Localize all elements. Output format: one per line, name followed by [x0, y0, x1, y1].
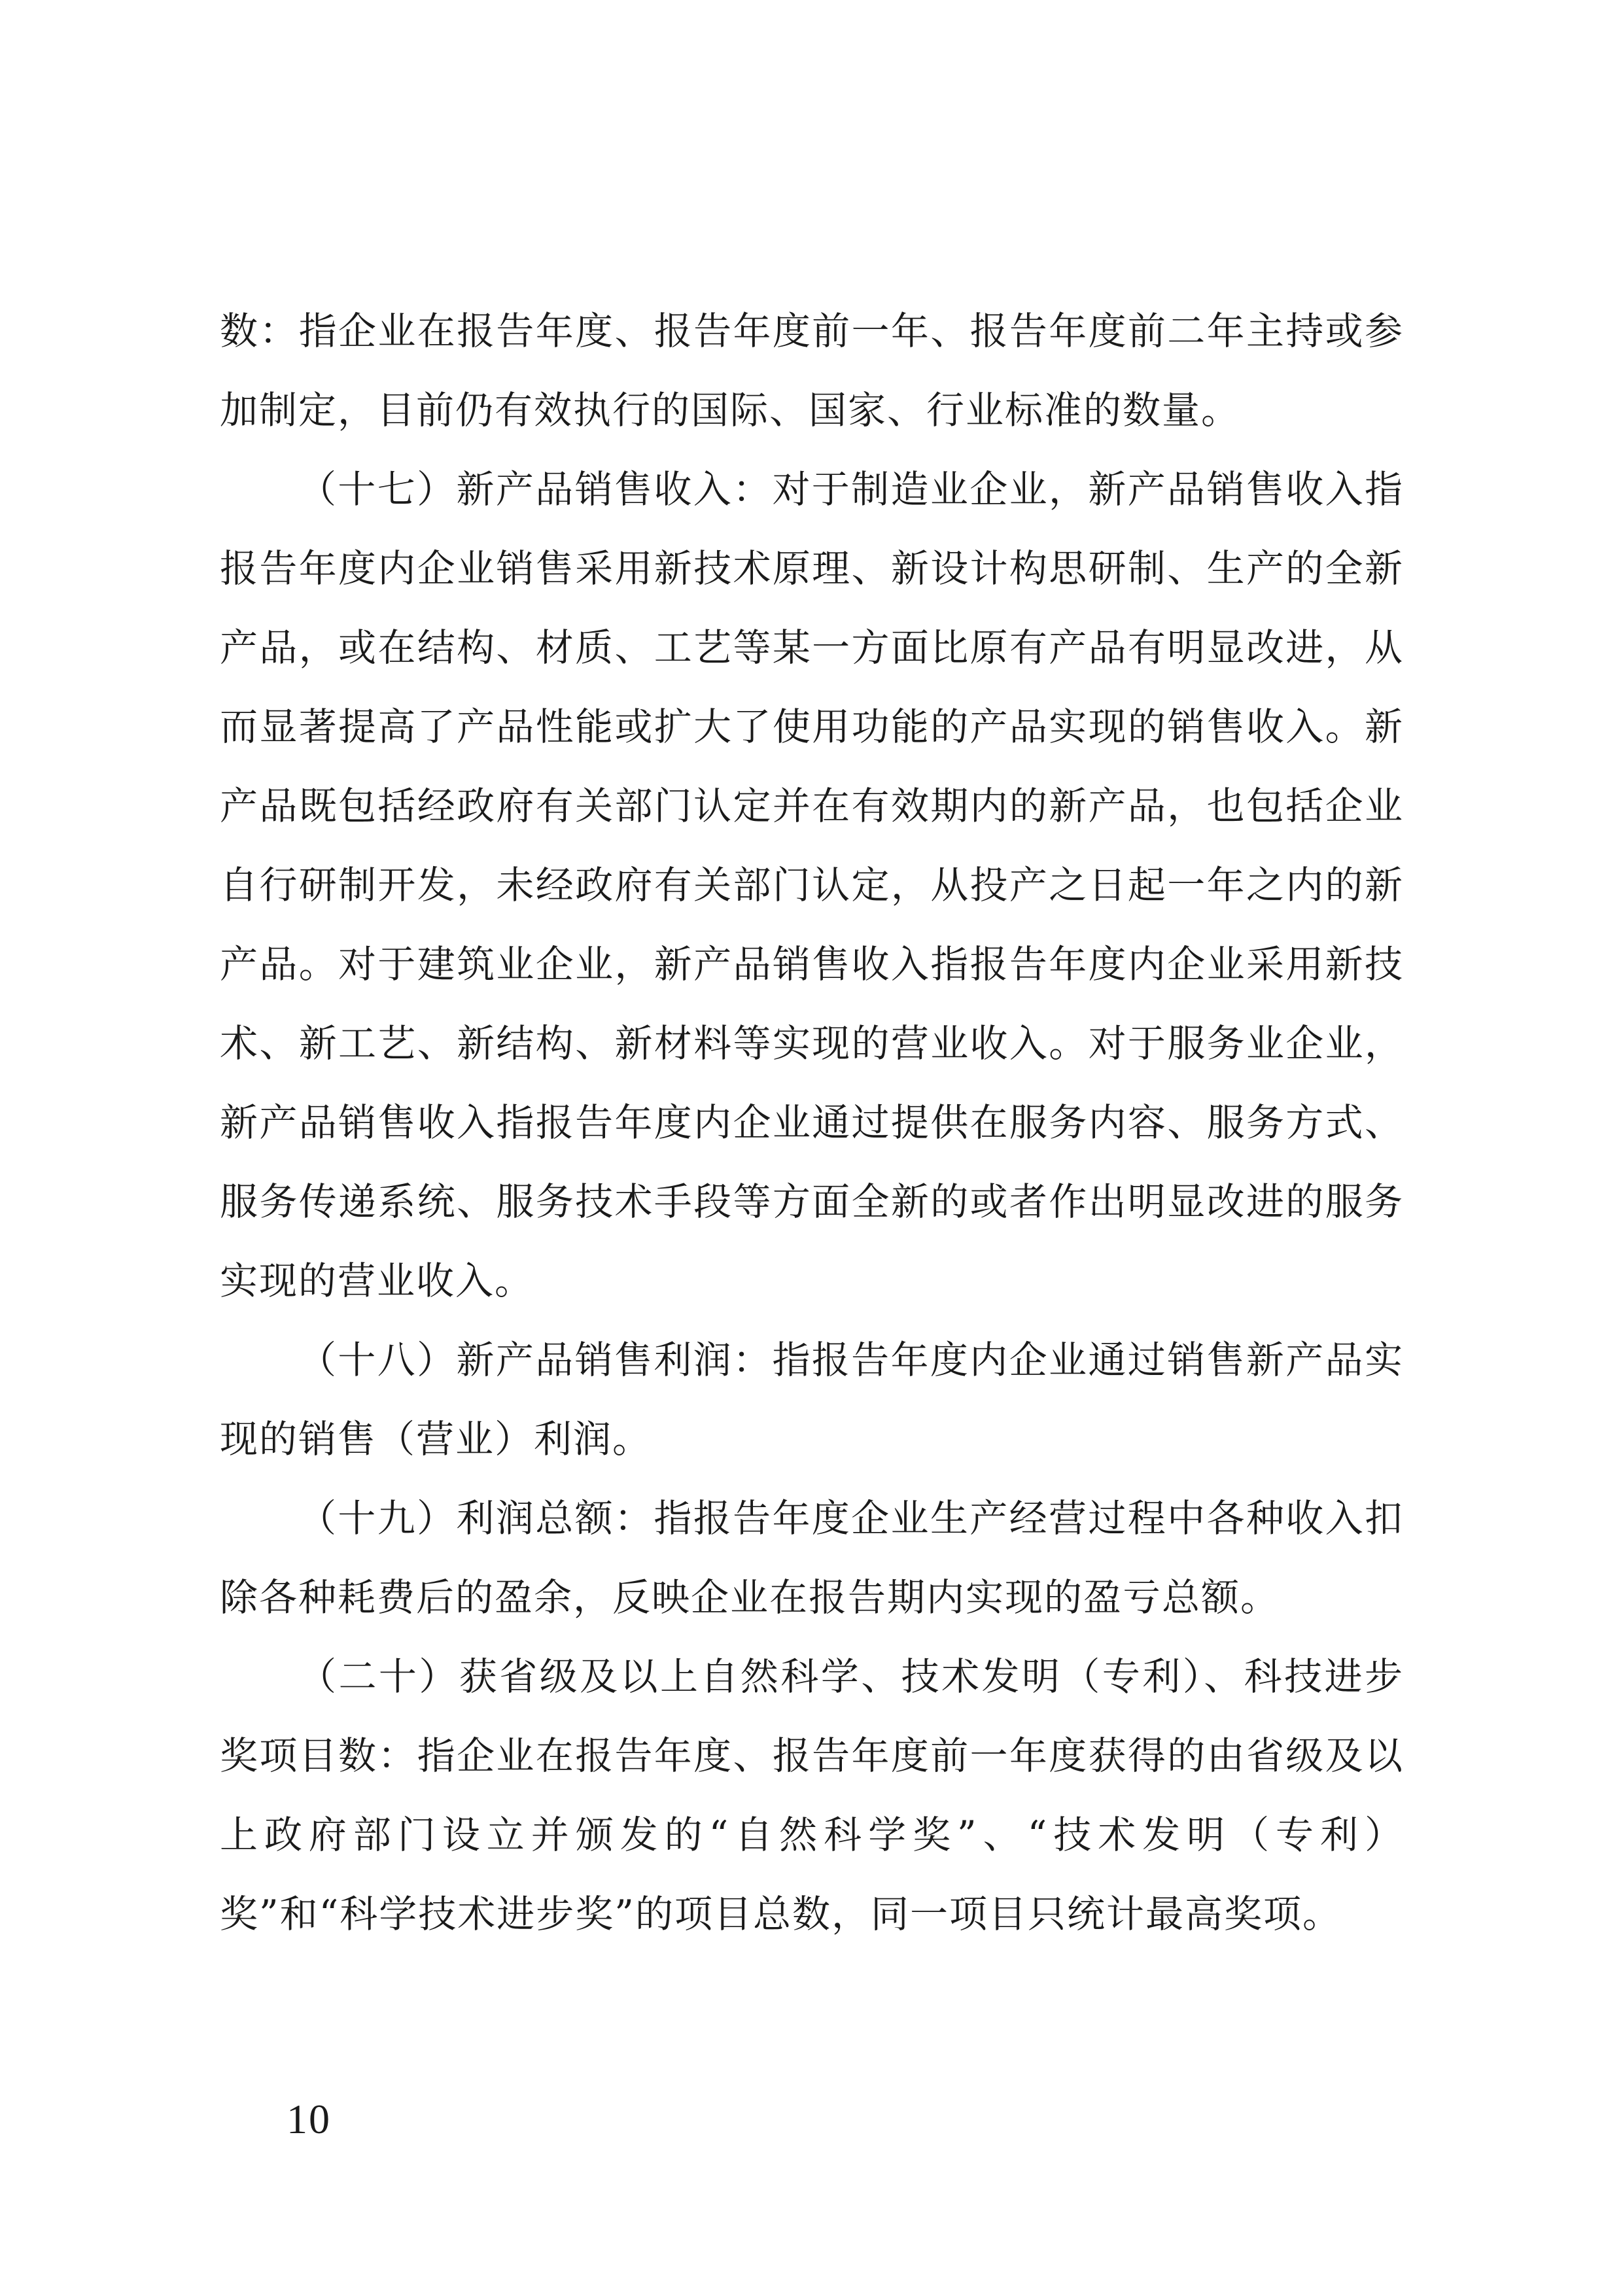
body-text: [220, 292, 1404, 1954]
page-number: 10: [287, 2096, 331, 2142]
paragraph-item-17-new-product-sales-revenue: （十七）新产品销售收入：对于制造业企业，新产品销售收入指报告年度内企业销售采用新技术原理、新设计构思研制、生产的全新产品，或在结构、材质、工艺等某一方面比原有产品有明显改进，从而显著提高了产品性能或扩大了使用功能的产品实现的销售收入。新产品既包括经政府有关部门认定并在有效期内的新产品，也包括企业自行研制开发，未经政府有关部门认定，从投产之日起一年之内的新产品。对于建筑业企业，新产品销售收入指报告年度内企业采用新技术、新工艺、新结构、新材料等实现的营业收入。对于服务业企业，新产品销售收入指报告年度内企业通过提供在服务内容、服务方式、服务传递系统、服务技术手段等方面全新的或者作出明显改进的服务实现的营业收入。: [220, 467, 1404, 1303]
paragraph-standards-continued: 数：指企业在报告年度、报告年度前一年、报告年度前二年主持或参加制定，目前仍有效执行的国际、国家、行业标准的数量。: [220, 309, 1404, 432]
paragraph-item-19-total-profit: （十九）利润总额：指报告年度企业生产经营过程中各种收入扣除各种耗费后的盈余，反映企业在报告期内实现的盈亏总额。: [220, 1496, 1404, 1620]
paragraph-item-20-award-projects: （二十）获省级及以上自然科学、技术发明（专利）、科技进步奖项目数：指企业在报告年度、报告年度前一年度获得的由省级及以上政府部门设立并颁发的“自然科学奖”、“技术发明（专利）奖”和“科学技术进步奖”的项目总数，同一项目只统计最高奖项。: [220, 1654, 1404, 1936]
paragraph-item-18-new-product-sales-profit: （十八）新产品销售利润：指报告年度内企业通过销售新产品实现的销售（营业）利润。: [220, 1338, 1404, 1461]
